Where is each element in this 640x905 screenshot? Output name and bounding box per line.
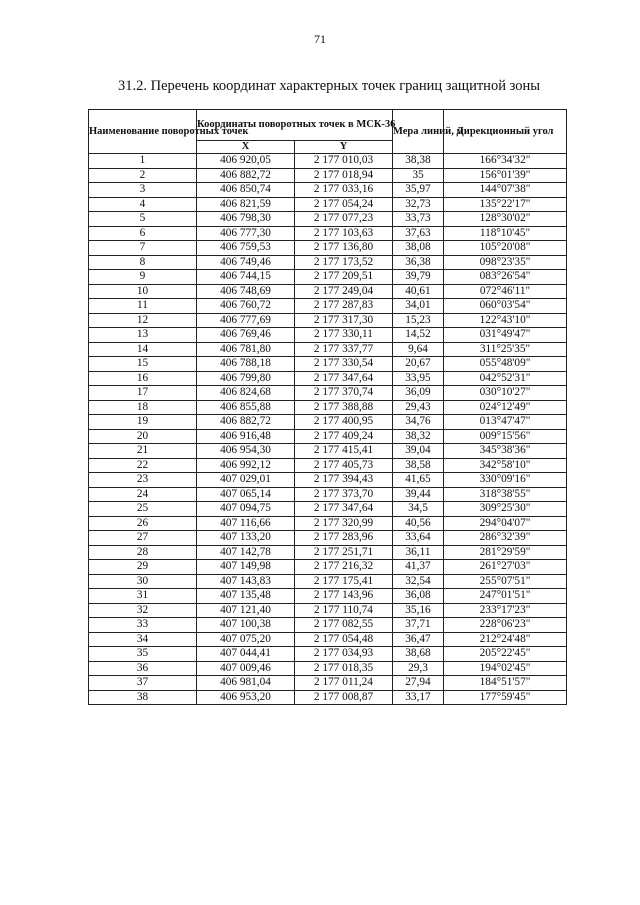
- y-coordinate-cell: 2 177 337,77: [295, 342, 393, 357]
- y-coordinate-cell: 2 177 110,74: [295, 603, 393, 618]
- table-caption: 31.2. Перечень координат характерных точек границ защитной зоны: [118, 78, 540, 94]
- line-length-cell: 40,56: [393, 516, 444, 531]
- x-coordinate-cell: 407 121,40: [197, 603, 295, 618]
- table-row: [89, 473, 567, 488]
- line-length-cell: 32,73: [393, 197, 444, 212]
- direction-angle-cell: 255°07'51": [444, 574, 567, 589]
- direction-angle-cell: 072°46'11": [444, 284, 567, 299]
- table-row: [89, 313, 567, 328]
- line-length-cell: 27,94: [393, 676, 444, 691]
- x-coordinate-cell: 406 759,53: [197, 241, 295, 256]
- line-length-cell: 38,58: [393, 458, 444, 473]
- y-coordinate-cell: 2 177 033,16: [295, 183, 393, 198]
- point-number-cell: 15: [89, 357, 197, 372]
- point-number-cell: 1: [89, 154, 197, 169]
- y-coordinate-cell: 2 177 018,35: [295, 661, 393, 676]
- direction-angle-cell: 030°10'27": [444, 386, 567, 401]
- table-row: [89, 226, 567, 241]
- direction-angle-cell: 345°38'36": [444, 444, 567, 459]
- line-length-cell: 36,09: [393, 386, 444, 401]
- y-coordinate-cell: 2 177 283,96: [295, 531, 393, 546]
- point-number-cell: 37: [89, 676, 197, 691]
- y-coordinate-cell: 2 177 347,64: [295, 371, 393, 386]
- table-row: [89, 574, 567, 589]
- line-length-cell: 41,65: [393, 473, 444, 488]
- y-coordinate-cell: 2 177 018,94: [295, 168, 393, 183]
- direction-angle-cell: 194°02'45": [444, 661, 567, 676]
- point-number-cell: 5: [89, 212, 197, 227]
- direction-angle-cell: 261°27'03": [444, 560, 567, 575]
- table-row: [89, 589, 567, 604]
- line-length-cell: 36,08: [393, 589, 444, 604]
- point-number-cell: 17: [89, 386, 197, 401]
- point-number-cell: 32: [89, 603, 197, 618]
- line-length-cell: 39,44: [393, 487, 444, 502]
- direction-angle-cell: 286°32'39": [444, 531, 567, 546]
- table-row: [89, 444, 567, 459]
- table-row: [89, 618, 567, 633]
- x-coordinate-cell: 406 769,46: [197, 328, 295, 343]
- x-coordinate-cell: 407 075,20: [197, 632, 295, 647]
- table-row: [89, 400, 567, 415]
- point-number-cell: 23: [89, 473, 197, 488]
- table-row: [89, 661, 567, 676]
- table-row: [89, 690, 567, 705]
- point-number-cell: 2: [89, 168, 197, 183]
- header-point-name: Наименование поворотных точек: [89, 110, 197, 154]
- header-line-length: Мера линий, м: [393, 110, 444, 154]
- line-length-cell: 9,64: [393, 342, 444, 357]
- point-number-cell: 31: [89, 589, 197, 604]
- table-row: [89, 197, 567, 212]
- page-number: 71: [314, 32, 326, 46]
- direction-angle-cell: 098°23'35": [444, 255, 567, 270]
- y-coordinate-cell: 2 177 077,23: [295, 212, 393, 227]
- direction-angle-cell: 156°01'39": [444, 168, 567, 183]
- y-coordinate-cell: 2 177 054,48: [295, 632, 393, 647]
- line-length-cell: 37,63: [393, 226, 444, 241]
- table-row: [89, 458, 567, 473]
- line-length-cell: 35,16: [393, 603, 444, 618]
- y-coordinate-cell: 2 177 136,80: [295, 241, 393, 256]
- y-coordinate-cell: 2 177 251,71: [295, 545, 393, 560]
- line-length-cell: 40,61: [393, 284, 444, 299]
- line-length-cell: 33,64: [393, 531, 444, 546]
- y-coordinate-cell: 2 177 054,24: [295, 197, 393, 212]
- direction-angle-cell: 024°12'49": [444, 400, 567, 415]
- y-coordinate-cell: 2 177 287,83: [295, 299, 393, 314]
- point-number-cell: 22: [89, 458, 197, 473]
- x-coordinate-cell: 406 992,12: [197, 458, 295, 473]
- table-row: [89, 299, 567, 314]
- table-row: [89, 371, 567, 386]
- point-number-cell: 11: [89, 299, 197, 314]
- y-coordinate-cell: 2 177 034,93: [295, 647, 393, 662]
- point-number-cell: 24: [89, 487, 197, 502]
- table-row: [89, 560, 567, 575]
- direction-angle-cell: 083°26'54": [444, 270, 567, 285]
- direction-angle-cell: 042°52'31": [444, 371, 567, 386]
- coordinates-table: [88, 109, 567, 705]
- direction-angle-cell: 330°09'16": [444, 473, 567, 488]
- table-row: [89, 386, 567, 401]
- y-coordinate-cell: 2 177 320,99: [295, 516, 393, 531]
- y-coordinate-cell: 2 177 249,04: [295, 284, 393, 299]
- point-number-cell: 34: [89, 632, 197, 647]
- y-coordinate-cell: 2 177 143,96: [295, 589, 393, 604]
- table-row: [89, 342, 567, 357]
- line-length-cell: 35,97: [393, 183, 444, 198]
- point-number-cell: 28: [89, 545, 197, 560]
- table-row: [89, 545, 567, 560]
- line-length-cell: 37,71: [393, 618, 444, 633]
- x-coordinate-cell: 406 882,72: [197, 168, 295, 183]
- x-coordinate-cell: 407 133,20: [197, 531, 295, 546]
- direction-angle-cell: 342°58'10": [444, 458, 567, 473]
- direction-angle-cell: 135°22'17": [444, 197, 567, 212]
- line-length-cell: 38,68: [393, 647, 444, 662]
- line-length-cell: 38,32: [393, 429, 444, 444]
- x-coordinate-cell: 406 824,68: [197, 386, 295, 401]
- x-coordinate-cell: 406 953,20: [197, 690, 295, 705]
- point-number-cell: 8: [89, 255, 197, 270]
- direction-angle-cell: 247°01'51": [444, 589, 567, 604]
- point-number-cell: 9: [89, 270, 197, 285]
- point-number-cell: 20: [89, 429, 197, 444]
- line-length-cell: 33,95: [393, 371, 444, 386]
- direction-angle-cell: 031°49'47": [444, 328, 567, 343]
- point-number-cell: 19: [89, 415, 197, 430]
- direction-angle-cell: 060°03'54": [444, 299, 567, 314]
- point-number-cell: 16: [89, 371, 197, 386]
- point-number-cell: 18: [89, 400, 197, 415]
- direction-angle-cell: 309°25'30": [444, 502, 567, 517]
- table-row: [89, 415, 567, 430]
- point-number-cell: 35: [89, 647, 197, 662]
- point-number-cell: 36: [89, 661, 197, 676]
- direction-angle-cell: 105°20'08": [444, 241, 567, 256]
- y-coordinate-cell: 2 177 173,52: [295, 255, 393, 270]
- point-number-cell: 4: [89, 197, 197, 212]
- x-coordinate-cell: 406 916,48: [197, 429, 295, 444]
- point-number-cell: 26: [89, 516, 197, 531]
- table-row: [89, 531, 567, 546]
- point-number-cell: 7: [89, 241, 197, 256]
- table-row: [89, 328, 567, 343]
- x-coordinate-cell: 407 009,46: [197, 661, 295, 676]
- x-coordinate-cell: 406 850,74: [197, 183, 295, 198]
- x-coordinate-cell: 406 788,18: [197, 357, 295, 372]
- direction-angle-cell: 118°10'45": [444, 226, 567, 241]
- point-number-cell: 3: [89, 183, 197, 198]
- y-coordinate-cell: 2 177 394,43: [295, 473, 393, 488]
- point-number-cell: 13: [89, 328, 197, 343]
- line-length-cell: 34,5: [393, 502, 444, 517]
- x-coordinate-cell: 407 149,98: [197, 560, 295, 575]
- point-number-cell: 14: [89, 342, 197, 357]
- point-number-cell: 30: [89, 574, 197, 589]
- y-coordinate-cell: 2 177 388,88: [295, 400, 393, 415]
- direction-angle-cell: 144°07'38": [444, 183, 567, 198]
- line-length-cell: 33,17: [393, 690, 444, 705]
- x-coordinate-cell: 407 143,83: [197, 574, 295, 589]
- table-row: [89, 603, 567, 618]
- point-number-cell: 21: [89, 444, 197, 459]
- direction-angle-cell: 177°59'45": [444, 690, 567, 705]
- x-coordinate-cell: 407 094,75: [197, 502, 295, 517]
- point-number-cell: 25: [89, 502, 197, 517]
- line-length-cell: 36,11: [393, 545, 444, 560]
- x-coordinate-cell: 406 981,04: [197, 676, 295, 691]
- point-number-cell: 10: [89, 284, 197, 299]
- y-coordinate-cell: 2 177 317,30: [295, 313, 393, 328]
- table-row: [89, 647, 567, 662]
- line-length-cell: 34,76: [393, 415, 444, 430]
- header-direction-angle: Дирекционный угол: [444, 110, 567, 154]
- point-number-cell: 27: [89, 531, 197, 546]
- x-coordinate-cell: 407 044,41: [197, 647, 295, 662]
- point-number-cell: 12: [89, 313, 197, 328]
- y-coordinate-cell: 2 177 347,64: [295, 502, 393, 517]
- line-length-cell: 29,3: [393, 661, 444, 676]
- table-row: [89, 255, 567, 270]
- line-length-cell: 29,43: [393, 400, 444, 415]
- direction-angle-cell: 205°22'45": [444, 647, 567, 662]
- y-coordinate-cell: 2 177 405,73: [295, 458, 393, 473]
- x-coordinate-cell: 406 744,15: [197, 270, 295, 285]
- y-coordinate-cell: 2 177 011,24: [295, 676, 393, 691]
- table-row: [89, 676, 567, 691]
- table-row: [89, 632, 567, 647]
- table-row: [89, 241, 567, 256]
- x-coordinate-cell: 407 100,38: [197, 618, 295, 633]
- y-coordinate-cell: 2 177 330,11: [295, 328, 393, 343]
- header-x: X: [197, 141, 295, 154]
- x-coordinate-cell: 406 781,80: [197, 342, 295, 357]
- x-coordinate-cell: 406 798,30: [197, 212, 295, 227]
- y-coordinate-cell: 2 177 400,95: [295, 415, 393, 430]
- x-coordinate-cell: 407 065,14: [197, 487, 295, 502]
- line-length-cell: 33,73: [393, 212, 444, 227]
- line-length-cell: 39,04: [393, 444, 444, 459]
- y-coordinate-cell: 2 177 330,54: [295, 357, 393, 372]
- x-coordinate-cell: 407 029,01: [197, 473, 295, 488]
- direction-angle-cell: 228°06'23": [444, 618, 567, 633]
- y-coordinate-cell: 2 177 082,55: [295, 618, 393, 633]
- direction-angle-cell: 184°51'57": [444, 676, 567, 691]
- line-length-cell: 38,38: [393, 154, 444, 169]
- x-coordinate-cell: 406 799,80: [197, 371, 295, 386]
- x-coordinate-cell: 407 116,66: [197, 516, 295, 531]
- direction-angle-cell: 013°47'47": [444, 415, 567, 430]
- x-coordinate-cell: 406 749,46: [197, 255, 295, 270]
- y-coordinate-cell: 2 177 103,63: [295, 226, 393, 241]
- line-length-cell: 36,47: [393, 632, 444, 647]
- x-coordinate-cell: 406 777,69: [197, 313, 295, 328]
- x-coordinate-cell: 406 748,69: [197, 284, 295, 299]
- x-coordinate-cell: 407 135,48: [197, 589, 295, 604]
- direction-angle-cell: 281°29'59": [444, 545, 567, 560]
- table-row: [89, 212, 567, 227]
- table-row: [89, 357, 567, 372]
- x-coordinate-cell: 407 142,78: [197, 545, 295, 560]
- line-length-cell: 41,37: [393, 560, 444, 575]
- table-row: [89, 502, 567, 517]
- x-coordinate-cell: 406 954,30: [197, 444, 295, 459]
- direction-angle-cell: 122°43'10": [444, 313, 567, 328]
- line-length-cell: 35: [393, 168, 444, 183]
- direction-angle-cell: 128°30'02": [444, 212, 567, 227]
- point-number-cell: 33: [89, 618, 197, 633]
- y-coordinate-cell: 2 177 209,51: [295, 270, 393, 285]
- table-row: [89, 154, 567, 169]
- direction-angle-cell: 311°25'35": [444, 342, 567, 357]
- x-coordinate-cell: 406 882,72: [197, 415, 295, 430]
- line-length-cell: 32,54: [393, 574, 444, 589]
- point-number-cell: 29: [89, 560, 197, 575]
- direction-angle-cell: 294°04'07": [444, 516, 567, 531]
- line-length-cell: 36,38: [393, 255, 444, 270]
- direction-angle-cell: 233°17'23": [444, 603, 567, 618]
- table-row: [89, 516, 567, 531]
- header-y: Y: [295, 141, 393, 154]
- line-length-cell: 34,01: [393, 299, 444, 314]
- y-coordinate-cell: 2 177 216,32: [295, 560, 393, 575]
- direction-angle-cell: 055°48'09": [444, 357, 567, 372]
- x-coordinate-cell: 406 760,72: [197, 299, 295, 314]
- y-coordinate-cell: 2 177 415,41: [295, 444, 393, 459]
- point-number-cell: 6: [89, 226, 197, 241]
- y-coordinate-cell: 2 177 175,41: [295, 574, 393, 589]
- direction-angle-cell: 318°38'55": [444, 487, 567, 502]
- table-row: [89, 429, 567, 444]
- table-row: [89, 183, 567, 198]
- x-coordinate-cell: 406 777,30: [197, 226, 295, 241]
- line-length-cell: 20,67: [393, 357, 444, 372]
- direction-angle-cell: 212°24'48": [444, 632, 567, 647]
- table-row: [89, 284, 567, 299]
- point-number-cell: 38: [89, 690, 197, 705]
- x-coordinate-cell: 406 920,05: [197, 154, 295, 169]
- table-body: [89, 154, 567, 705]
- table-row: [89, 270, 567, 285]
- x-coordinate-cell: 406 821,59: [197, 197, 295, 212]
- direction-angle-cell: 166°34'32": [444, 154, 567, 169]
- y-coordinate-cell: 2 177 370,74: [295, 386, 393, 401]
- line-length-cell: 15,23: [393, 313, 444, 328]
- x-coordinate-cell: 406 855,88: [197, 400, 295, 415]
- header-coords-group: Координаты поворотных точек в МСК-36: [197, 110, 393, 141]
- y-coordinate-cell: 2 177 373,70: [295, 487, 393, 502]
- direction-angle-cell: 009°15'56": [444, 429, 567, 444]
- line-length-cell: 38,08: [393, 241, 444, 256]
- line-length-cell: 39,79: [393, 270, 444, 285]
- table-row: [89, 168, 567, 183]
- table-row: [89, 487, 567, 502]
- y-coordinate-cell: 2 177 409,24: [295, 429, 393, 444]
- y-coordinate-cell: 2 177 008,87: [295, 690, 393, 705]
- line-length-cell: 14,52: [393, 328, 444, 343]
- y-coordinate-cell: 2 177 010,03: [295, 154, 393, 169]
